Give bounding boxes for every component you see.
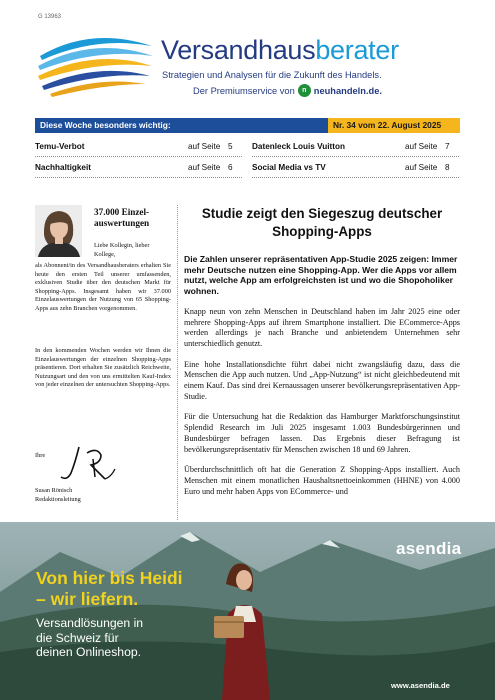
sidebar-heading: 37.000 Einzel- auswertungen (94, 207, 150, 228)
neuhandeln-badge-icon: n (298, 84, 311, 97)
sidebar-greeting: Liebe Kollegin, lieber Kollege, (94, 242, 150, 258)
article-paragraph: Überdurchschnittlich oft hat die Generation Z Shopping-Apps installiert. Auch Menschen mit einem monatlichen Haushaltsnettoeinkommen (HHNE) von 4.000 Euro und mehr haben Apps von ECommerce- und (184, 465, 460, 496)
article-paragraph: Eine hohe Installationsdichte führt dabei nicht zwangsläufig dazu, dass die Menschen die App auch nutzen. Und „App-Nutzung“ ist nicht gleichbedeutend mit einem Kauf. Das sind drei Kernaussagen unserer bevölkerungsrepräsentativen App-Studie. (184, 359, 460, 401)
service-prefix: Der Premiumservice von (193, 85, 295, 96)
article-paragraph: Für die Untersuchung hat die Redaktion das Hamburger Marktforschungsinstitut Splendid Research im Juli 2025 insgesamt 1.003 Bundesbürgerinnen und Bundesbürger befragen lassen. Das Ergebnis dieser Befragung ist bevölkerungsrepräsentativ für Menschen zwischen 18 und 69 Jahren. (184, 412, 460, 454)
table-of-contents (35, 136, 460, 178)
ad-headline-line: Von hier bis Heidi (36, 568, 183, 588)
toc-item[interactable] (252, 157, 459, 178)
issue-code: G 13963 (38, 14, 62, 20)
toc-page-prefix: auf Seite (188, 141, 221, 151)
signer-block (35, 487, 81, 504)
main-article (184, 205, 460, 497)
toc-page-number: 7 (445, 141, 450, 151)
editor-portrait-photo (35, 205, 82, 257)
signer-role: Redaktionsleitung (35, 495, 81, 503)
signer-name: Susan Rönisch (35, 487, 73, 494)
ad-headline (36, 568, 183, 610)
asendia-logo: asendia (396, 539, 462, 558)
brand-swoosh-logo-icon (36, 32, 154, 98)
toc-topic: Social Media vs TV (252, 162, 326, 172)
article-paragraph: Knapp neun von zehn Menschen in Deutschland haben im Jahr 2025 eine oder mehrere Shopping-Apps auf ihrem Smartphone installiert. Die ECommerce-Apps werden allerdings je nach Branche und anbietendem Unternehmen sehr unterschiedlich genutzt. (184, 306, 460, 348)
weekly-highlight-bar (35, 118, 460, 133)
issue-number: Nr. 34 vom 22. August 2025 (328, 118, 460, 133)
brand-service-line (193, 84, 382, 97)
ad-copy-line: die Schweiz für (36, 630, 119, 645)
article-lead: Die Zahlen unserer repräsentativen App-Studie 2025 zeigen: Immer mehr Deutsche nutzen eine Shopping-App. Wer die Apps vor allem nutzt, welche App am erfolgreichsten ist und wo die Shopoholiker wohnen. (184, 254, 458, 297)
toc-page-prefix: auf Seite (188, 162, 221, 172)
toc-page-number: 5 (228, 141, 233, 151)
column-divider (177, 205, 178, 520)
article-title: Studie zeigt den Siegeszug deutscher Shopping-Apps (201, 206, 443, 239)
toc-page-number: 6 (228, 162, 233, 172)
toc-item[interactable] (252, 136, 459, 157)
asendia-advertisement[interactable] (0, 522, 495, 700)
ad-copy-line: deinen Onlineshop. (36, 645, 142, 659)
article-body (184, 307, 460, 498)
brand-tagline: Strategien und Analysen für die Zukunft des Handels. (162, 70, 382, 80)
weekly-title: Diese Woche besonders wichtig: (35, 118, 328, 133)
brand-title (161, 35, 399, 66)
toc-topic: Datenleck Louis Vuitton (252, 141, 345, 151)
toc-page-prefix: auf Seite (405, 141, 438, 151)
ad-headline-line: – wir liefern. (36, 589, 139, 609)
sidebar-paragraph: als Abonnent/in des Versandhausberaters erhalten Sie heute den ersten Teil unserer umfassenden, exklusiven Studie über den deutschen Markt für Shopping-Apps. Insgesamt haben wir 37.000 Einzelauswertungen der Nutzung von 65 Shopping-Apps aus zehn Branchen vorgenommen. (35, 262, 171, 312)
toc-page-prefix: auf Seite (405, 162, 438, 172)
ad-url-link[interactable]: www.asendia.de (391, 681, 450, 690)
sidebar-paragraph: In den kommenden Wochen werden wir Ihnen die Einzelauswertungen der einzelnen Shopping-Apps präsentieren. Dort erhalten Sie zusätzlich Reichweite, Nutzungsart und den von uns ermittelten Kauf-Index von jeder einzelnen der untersuchten Shopping-Apps. (35, 347, 171, 389)
ad-copy-line: Versandlösungen in (36, 616, 144, 630)
toc-page-number: 8 (445, 162, 450, 172)
sidebar-closing: Ihre (35, 452, 46, 459)
ad-copy (36, 616, 143, 660)
brand-title-part2: berater (315, 35, 399, 65)
toc-item[interactable] (35, 136, 242, 157)
service-domain: neuhandeln.de. (313, 85, 382, 96)
toc-item[interactable] (35, 157, 242, 178)
toc-topic: Temu-Verbot (35, 141, 85, 151)
signature-icon (57, 443, 127, 483)
toc-topic: Nachhaltigkeit (35, 162, 91, 172)
brand-title-part1: Versandhaus (161, 35, 316, 65)
